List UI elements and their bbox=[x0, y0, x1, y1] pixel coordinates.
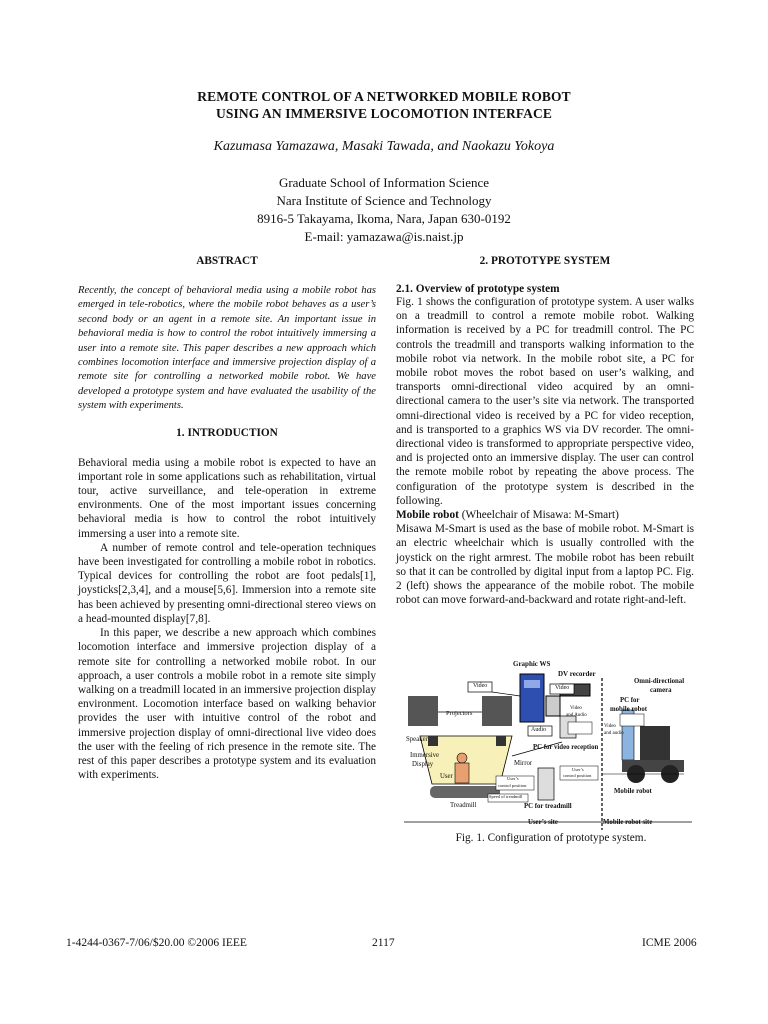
user-head bbox=[457, 753, 467, 763]
projector-right bbox=[482, 696, 512, 726]
users-control-label-1a: User’s bbox=[507, 776, 519, 781]
mobile-robot-line bbox=[396, 508, 694, 522]
title-line-2: USING AN IMMERSIVE LOCOMOTION INTERFACE bbox=[216, 106, 552, 121]
mobile-robot-label: Mobile robot bbox=[396, 509, 459, 522]
footer-conference: ICME 2006 bbox=[642, 937, 697, 949]
omni-camera-label-1: Omni-directional bbox=[634, 678, 685, 685]
intro-paragraph: Behavioral media using a mobile robot is expected to have an important role in some applications such as rehabilitation, virtual tour, active surveillance, and tele-operation in extreme environments. One of the most important issues concerning behavioral media is how to control the robot intuitively immersing a user into a remote site. bbox=[78, 456, 376, 540]
video-audio-label-1b: and Audio bbox=[566, 713, 587, 718]
video-label-1: Video bbox=[473, 683, 488, 689]
pc-treadmill bbox=[538, 768, 554, 800]
affiliation-block bbox=[0, 174, 768, 246]
pc-treadmill-label: PC for treadmill bbox=[524, 803, 572, 810]
paper-title bbox=[0, 88, 768, 122]
users-control-label-1b: control position bbox=[498, 783, 527, 788]
mirror-label: Mirror bbox=[514, 760, 533, 767]
users-control-label-2b: control position bbox=[563, 773, 592, 778]
pc-mobile-label-2: mobile robot bbox=[610, 706, 648, 713]
speed-treadmill-label: Speed of treadmill bbox=[489, 794, 523, 799]
left-column bbox=[78, 255, 376, 782]
immersive-label-2: Display bbox=[412, 761, 434, 768]
introduction-heading: 1. INTRODUCTION bbox=[176, 426, 278, 439]
projector-left bbox=[408, 696, 438, 726]
video-audio-label-2: Video bbox=[604, 724, 616, 729]
affiliation-line: 8916-5 Takayama, Ikoma, Nara, Japan 630-0192 bbox=[257, 211, 511, 226]
user-body bbox=[455, 763, 469, 783]
graphic-ws-label: Graphic WS bbox=[513, 660, 551, 668]
speaker-label: Speaker bbox=[406, 736, 428, 743]
affiliation-line: Nara Institute of Science and Technology bbox=[276, 193, 492, 208]
users-control-label-2a: User’s bbox=[572, 767, 584, 772]
intro-paragraph: A number of remote control and tele-operation techniques have been investigated for controlling a mobile robot in robotics. Typical devices for controlling the robot are foot pedals[1], joysticks[2,3,4], and a mouse[5,6]. Immersion into a remote site has been achieved by presenting omni-directional stereo views on a head-mounted display[7,8]. bbox=[78, 541, 376, 625]
affiliation-line: Graduate School of Information Science bbox=[278, 175, 490, 190]
overview-subheading: 2.1. Overview of prototype system bbox=[396, 283, 560, 295]
graphic-ws-monitor bbox=[546, 696, 560, 716]
speaker-right bbox=[496, 736, 506, 746]
dv-recorder-label: DV recorder bbox=[558, 670, 596, 678]
mobile-robot-figure-label: Mobile robot bbox=[614, 788, 652, 795]
abstract-text: Recently, the concept of behavioral media using a mobile robot has emerged in tele-robotics, where the mobile robot behaves as a user’s second body or an agent in a remote site. An important issue in behavioral media is how to control the robot intuitively immersing a user into a remote site. This paper describes a new approach which combines locomotion interface and immersive projection display of a remote site for controlling a networked mobile robot. We have developed a prototype system and have evaluated the usability of the system with experiments. bbox=[78, 285, 376, 412]
right-column bbox=[396, 255, 694, 607]
graphic-ws-panel bbox=[524, 680, 540, 688]
video-audio-box-1 bbox=[568, 722, 592, 734]
overview-paragraph: Fig. 1 shows the configuration of prototype system. A user walks on a treadmill to control a remote mobile robot. Walking information is received by a PC for treadmill control. The PC controls the treadmill and transports walking information to the mobile robot via network. In the mobile robot site, a PC for mobile robot moves the robot based on user’s walking, and transports omni-directional video acquired by an omni-directional camera to the user’s site via network. The transported omni-directional video is received by a PC for video reception, and is transported to a graphics WS via DV recorder. The omni-directional video is transformed to appropriate perspective video, and is projected onto an immersive display. The user can control the remote mobile robot by repeating the above process. The configuration of the prototype system is described in the following. bbox=[396, 296, 694, 507]
robot-seat bbox=[640, 726, 670, 762]
video-audio-label-2b: and audio bbox=[604, 731, 624, 736]
mobile-robot-paragraph: Misawa M-Smart is used as the base of mobile robot. M-Smart is an electric wheelchair which is usually controlled with the joystick on the right armrest. The mobile robot has been rebuilt so that it can be controlled by digital input from a laptop PC. Fig. 2 (left) shows the appearance of the mobile robot. The mobile robot can move forward-and-backward and rotate right-and-left. bbox=[396, 523, 694, 607]
prototype-heading: 2. PROTOTYPE SYSTEM bbox=[479, 255, 611, 267]
email-line: E-mail: yamazawa@is.naist.jp bbox=[304, 229, 464, 244]
omni-camera-label-2: camera bbox=[650, 687, 672, 694]
speaker-left bbox=[428, 736, 438, 746]
video-label-2: Video bbox=[555, 685, 570, 691]
ws-video-link bbox=[492, 692, 520, 696]
users-site-label: User’s site bbox=[528, 819, 558, 826]
user-label: User bbox=[440, 773, 453, 780]
pc-video-label: PC for video reception bbox=[533, 744, 599, 751]
robot-site-label: Mobile robot site bbox=[603, 819, 653, 826]
video-audio-box-2 bbox=[620, 714, 644, 726]
figure-caption: Fig. 1. Configuration of prototype system. bbox=[455, 832, 647, 844]
video-audio-label-1: Video bbox=[570, 706, 582, 711]
audio-label: Audio bbox=[531, 727, 546, 733]
footer-copyright: 1-4244-0367-7/06/$20.00 ©2006 IEEE bbox=[66, 937, 247, 949]
mobile-robot-model: (Wheelchair of Misawa: M-Smart) bbox=[458, 509, 619, 522]
abstract-heading: ABSTRACT bbox=[196, 255, 258, 267]
intro-paragraph: In this paper, we describe a new approach which combines locomotion interface and immersive projection display of a remote site for controlling a networked mobile robot. In our approach, a user controls a mobile robot in a remote site simply walking on a treadmill located in an immersive projection display environment. Locomotion interface based on walking behavior provides the user with intuitive control of the robot and immersive projection display of omni-directional live video does the user with the feeling of rich presence in the remote site. The rest of this paper describes a prototype system and its evaluation with experiments. bbox=[78, 627, 376, 782]
configuration-figure bbox=[400, 656, 696, 834]
footer-page-number: 2117 bbox=[372, 937, 395, 949]
immersive-label-1: Immersive bbox=[410, 752, 440, 759]
title-line-1: REMOTE CONTROL OF A NETWORKED MOBILE ROBOT bbox=[197, 89, 571, 104]
author-list: Kazumasa Yamazawa, Masaki Tawada, and Naokazu Yokoya bbox=[213, 139, 555, 154]
treadmill-label: Treadmill bbox=[450, 802, 477, 809]
projectors-label: Projectors bbox=[446, 710, 473, 717]
pc-mobile-label-1: PC for bbox=[620, 697, 640, 704]
